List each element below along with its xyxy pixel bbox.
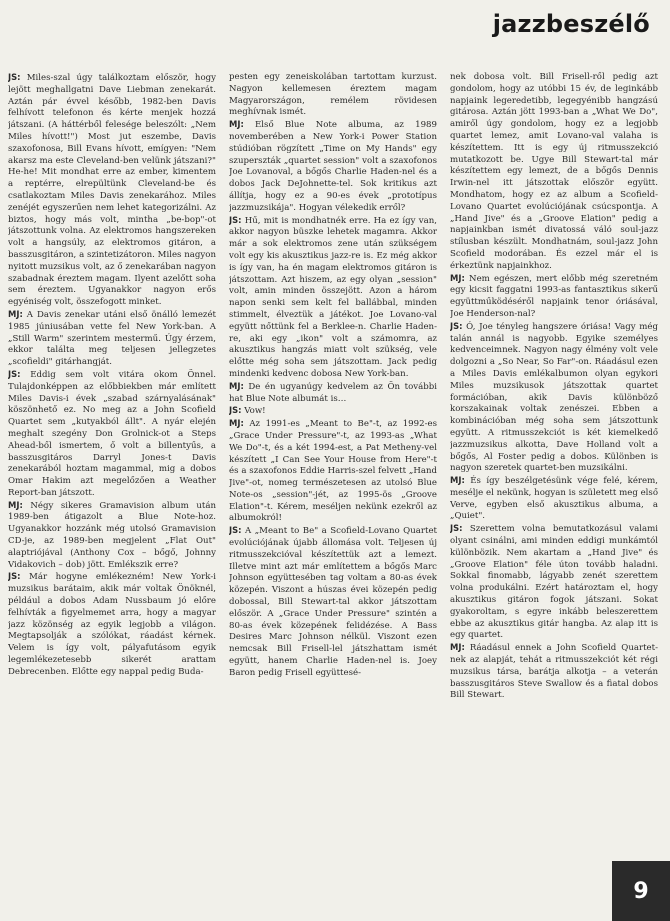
paragraph [450, 475, 658, 523]
paragraph [229, 418, 437, 525]
speaker-label: MJ: [229, 380, 244, 391]
column-3 [450, 72, 658, 872]
paragraph-text: Ó, Joe tényleg hangszere óriása! Vagy még talán annál is nagyobb. Egyike személyes kedvenceimnek. Nagyon nagy élmény volt vele dolgozni a „So Near, So Far"-on. Ráadásul ezen a Miles Davis emlékalbumon olyan egykori Miles muzsikusok játszottak quartet formációban, akik Davis különböző korszakainak voltak zenészei. Ebben a kombinációban még soha sem játszottunk együtt. A ritmusszekciót is két kiemelkedő jazzmuzsikus alkotta, Dave Holland volt a bőgős, Al Foster pedig a dobos. Különben is nagyon szeretek quartet-ben muzsikálni. [450, 321, 658, 474]
paragraph [229, 119, 437, 214]
speaker-label: MJ: [8, 499, 23, 510]
paragraph [229, 525, 437, 679]
speaker-label: JS: [8, 72, 21, 82]
paragraph [8, 369, 216, 500]
paragraph [450, 642, 658, 702]
speaker-label: MJ: [450, 642, 465, 653]
paragraph-text: Nem egészen, mert előbb még szeretném egy kicsit faggatni 1993-as fantasztikus sikerű együttműködéséről napjaink tenor óriásával, Joe Henderson-nal? [450, 273, 658, 319]
speaker-label: MJ: [229, 418, 244, 429]
paragraph [8, 571, 216, 678]
speaker-label: JS: [8, 571, 21, 582]
paragraph [229, 215, 437, 381]
speaker-label: JS: [450, 523, 463, 534]
paragraph-text: Négy sikeres Gramavision album után 1989-ben átigazolt a Blue Note-hoz. Ugyanakkor hozzánk még utolsó Gramavision CD-je, az 1989-ben megjelent „Flat Out" alaptriójával (Anthony Cox – bőgő, Johnny Vidakovich – dob) jött. Emlékszik erre? [8, 500, 216, 570]
page-number: 9 [612, 861, 670, 921]
column-1 [8, 72, 216, 872]
section-header: jazzbeszélő [492, 10, 650, 38]
speaker-label: JS: [229, 525, 242, 536]
paragraph [229, 405, 437, 418]
paragraph-text: De én ugyanúgy kedvelem az Ön további hat Blue Note albumát is… [229, 381, 437, 404]
paragraph [450, 72, 658, 273]
paragraph-text: Vow! [241, 406, 266, 417]
speaker-label: JS: [229, 214, 242, 225]
paragraph-text: pesten egy zeneiskolában tartottam kurzust. Nagyon kellemesen éreztem magam Magyarországon, remélem rövidesen meghívnak ismét. [229, 72, 437, 118]
speaker-label: MJ: [450, 272, 465, 283]
speaker-label: JS: [8, 368, 21, 379]
paragraph-text: A Davis zenekar utáni első önálló lemezét 1985 júniusában vette fel New York-ban. A „Still Warm" szerintem mestermű. Úgy érzem, ekkor találta meg teljesen jellegzetes „scofieldi" gitárhangját. [8, 309, 216, 368]
paragraph [229, 72, 437, 119]
paragraph [8, 309, 216, 369]
paragraph-text: Már hogyne emlékezném! New York-i muzsikus barátaim, akik már voltak Önöknél, például a dobos Adam Nussbaum jó előre felhívták a figyelmemet arra, hogy a magyar jazz közönség az egyik legjobb a világon. Megtapsolják a szólókat, ráadást kérnek. Velem is így volt, pályafutásom egyik legemlékezetesebb sikerét arattam Debrecenben. Előtte egy nappal pedig Buda- [8, 572, 216, 677]
paragraph [450, 523, 658, 642]
paragraph-text: Ráadásul ennek a John Scofield Quartet-nek az alapját, tehát a ritmusszekciót két régi muzsikus társa, barátja alkotja – a veterán basszusgitáros Steve Swallow és a fiatal dobos Bill Stewart. [450, 643, 658, 701]
paragraph [229, 381, 437, 406]
paragraph-text: Eddig sem volt vitára okom Önnel. Tulajdonképpen az előbbiekben már említett Miles Davis-i évek „szabad szárnyalásának" köszönhető ez. No meg az a John Scofield Quartet sem „kutyakból állt". A nyár elején meghalt szegény Don Grolnick-ot a Steps Ahead-ből ismertem, ő volt a billentyűs, a basszusgitáros Darryl Jones-t Davis zenekarából hoztam magammal, mig a dobos Omar Hakim azt megelőzően a Weather Report-ban játszott. [8, 369, 216, 498]
paragraph [8, 500, 216, 572]
speaker-label: JS: [229, 405, 242, 416]
speaker-label: MJ: [8, 308, 23, 319]
article-body [8, 72, 658, 872]
speaker-label: JS: [450, 320, 463, 331]
paragraph-text: Első Blue Note albuma, az 1989 novemberében a New York-i Power Station stúdióban rögzített „Time on My Hands" egy szuperszták „quartet session" volt a szaxofonos Joe Lovanoval, a bőgős Charlie Haden-nel és a dobos Jack DeJohnette-tel. Sok kritikus azt állítja, hogy ez a 90-es évek „prototípus jazzmuzsikája". Hogyan vélekedik erről? [229, 120, 437, 213]
paragraph-text: Miles-szal úgy találkoztam először, hogy lejött meghallgatni Dave Liebman zenekarát. Aztán pár évvel később, 1982-ben Davis felhívott telefonon és kérte menjek hozzá játszani. (A háttérből felesége beleszólt: „Nem Miles hívott!") Most jut eszembe, Davis szaxofonosa, Bill Evans hívott, emígyen: "Nem akarsz ma este Cleveland-ben velünk játszani?" He-he! Mit mondhat erre az ember, kimentem a reptérre, elrepültünk Cleveland-be és csatlakoztam Miles Davis zenekarához. Miles zenéjét egyszerűen nem lehet kategorizálni. Az biztos, hogy más volt, mintha „be-bop"-ot játszottunk volna. Az elektromos hangszereken volt a hangsúly, az elektromos gitáron, a basszusgitáron, a szintetizátoron. Miles nagyon nyitott muzsikus volt, az ő zenekarában nagyon szabadnak éreztem magam. Ilyent azelőtt soha sem éreztem. Ugyanakkor nagyon erős egyéniség volt, összefogott minket. [8, 73, 216, 308]
column-2 [229, 72, 437, 872]
paragraph-text: nek dobosa volt. Bill Frisell-ről pedig azt gondolom, hogy az utóbbi 15 év, de leginkább napjaink legeredetibb, legegyénibb hangzású gitárosa. Aztán jött 1993-ban a „What We Do", amiről úgy gondolom, hogy ez a legjobb quartet lemez, amit Lovano-val valaha is készítettem. Itt is egy új ritmusszekció mutatkozott be. Ugye Bill Stewart-tal már készítettem egy lemezt, de a bőgős Dennis Irwin-nel itt játszottak először együtt. Mondhatom, hogy ez az album a Scofield-Lovano Quartet evolúciójának csúcspontja. A „Hand Jive" és a „Groove Elation" pedig a napjainkban ismét divatossá váló soul-jazz stílusban készült. Mondhatnám, soul-jazz John Scofield modorában. És ezzel már el is érkeztünk napjainkhoz. [450, 72, 658, 271]
paragraph [450, 273, 658, 321]
paragraph-text: Hű, mit is mondhatnék erre. Ha ez így van, akkor nagyon büszke lehetek magamra. Akkor már a sok elektromos zene után szükségem volt egy kis akusztikus jazz-re is. Ez még akkor is így van, ha én magam elektromos gitáron is játszottam. Azt hiszem, az egy olyan „session" volt, amin minden összejött. Azon a három napon senki sem kelt fel ballábbal, minden stimmelt, élveztük a játékot. Joe Lovano-val együtt nőttünk fel a Berklee-n. Charlie Haden-re, aki egy „ikon" volt a számomra, az akusztikus hangzás miatt volt szükség, vele előtte még soha sem játszottam. Jack pedig mindenki kedvenc dobosa New York-ban. [229, 215, 437, 379]
speaker-label: MJ: [450, 475, 465, 486]
paragraph-text: Szerettem volna bemutatkozásul valami olyant csinálni, ami minden eddigi munkámtól különbözik. Nem akartam a „Hand Jive" és „Groove Elation" féle úton tovább haladni. Sokkal finomabb, lágyabb zenét szerettem volna produkálni. Ezért határoztam el, hogy akusztikus gitáron fogok játszani. Sokat gyakoroltam, s egyre inkább beleszerettem ebbe az akusztikus gitár hangba. Az alap itt is egy quartet. [450, 524, 658, 641]
paragraph [450, 321, 658, 475]
paragraph-text: És így beszélgetésünk vége felé, kérem, mesélje el nekünk, hogyan is született meg első Verve, egyben első akusztikus albuma, a „Quiet". [450, 476, 658, 522]
paragraph [8, 72, 216, 309]
speaker-label: MJ: [229, 119, 244, 130]
paragraph-text: Az 1991-es „Meant to Be"-t, az 1992-es „Grace Under Pressure"-t, az 1993-as „What We Do"-t, és a két 1994-est, a Pat Metheny-vel készített „I Can See Your House from Here"-t és a szaxofonos Eddie Harris-szel felvett „Hand Jive"-ot, nomeg természetesen az utolsó Blue Note-os „session"-jét, az 1995-ös „Groove Elation"-t. Kérem, meséljen nekünk ezekről az albumokról! [229, 419, 437, 524]
paragraph-text: A „Meant to Be" a Scofield-Lovano Quartet evolúciójának újabb állomása volt. Teljesen új ritmusszekcióval készítettük azt a lemezt. Illetve mint azt már említettem a bőgős Marc Johnson együttesében tag voltam a 80-as évek közepén. Viszont a húszas évei közepén pedig dobossal, Bill Stewart-tal akkor játszottam először. A „Grace Under Pressure" szintén a 80-as évek közepének felidézése. A Bass Desires Marc Johnson nélkül. Viszont ezen nemcsak Bill Frisell-lel játszhattam ismét együtt, hanem Charlie Haden-nel is. Joey Baron pedig Frisell együttesé- [229, 526, 437, 678]
